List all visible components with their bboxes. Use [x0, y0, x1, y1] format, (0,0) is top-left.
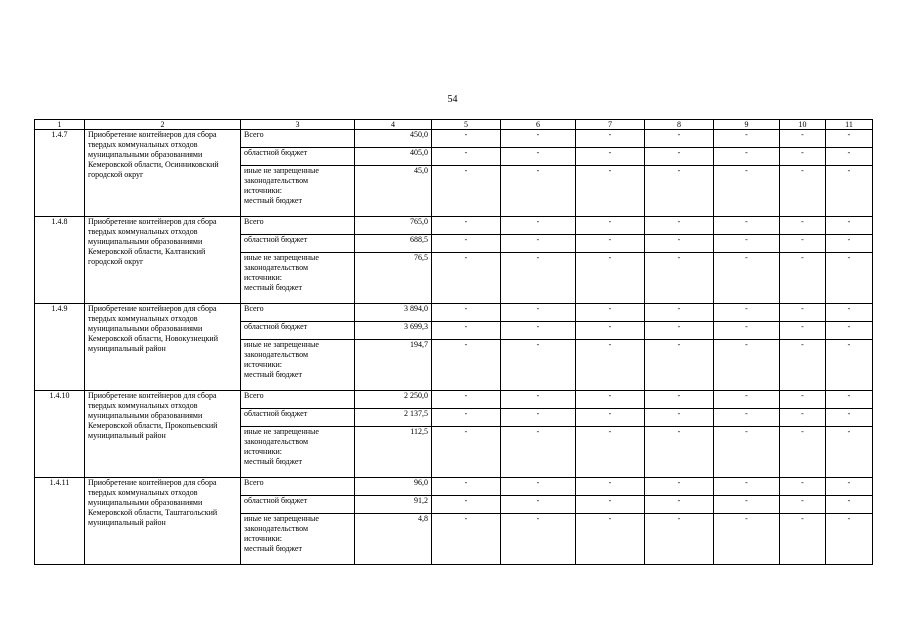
dash-cell: - [645, 235, 714, 253]
source-other-line: источники: [244, 273, 282, 282]
dash-cell: - [432, 340, 501, 391]
dash-cell: - [780, 478, 826, 496]
dash-cell: - [714, 496, 780, 514]
dash-cell: - [645, 148, 714, 166]
dash-cell: - [432, 427, 501, 478]
dash-cell: - [780, 409, 826, 427]
total-value: 765,0 [355, 217, 432, 235]
dash-cell: - [780, 130, 826, 148]
dash-cell: - [645, 253, 714, 304]
source-other-line: местный бюджет [244, 196, 302, 205]
item-code: 1.4.9 [35, 304, 85, 391]
dash-cell: - [714, 130, 780, 148]
regional-value: 405,0 [355, 148, 432, 166]
dash-cell: - [576, 235, 645, 253]
dash-cell: - [714, 409, 780, 427]
table-row [35, 304, 873, 322]
local-value: 76,5 [355, 253, 432, 304]
column-header-4: 4 [355, 120, 432, 130]
dash-cell: - [432, 514, 501, 565]
source-regional-label: областной бюджет [241, 148, 355, 166]
table-row [35, 130, 873, 148]
dash-cell: - [576, 340, 645, 391]
dash-cell: - [432, 304, 501, 322]
source-regional-label: областной бюджет [241, 496, 355, 514]
dash-cell: - [714, 514, 780, 565]
item-code: 1.4.8 [35, 217, 85, 304]
dash-cell: - [432, 235, 501, 253]
total-value: 2 250,0 [355, 391, 432, 409]
local-value: 4,8 [355, 514, 432, 565]
dash-cell: - [645, 391, 714, 409]
regional-value: 3 699,3 [355, 322, 432, 340]
column-header-10: 10 [780, 120, 826, 130]
table-row [35, 478, 873, 496]
total-value: 96,0 [355, 478, 432, 496]
column-header-2: 2 [85, 120, 241, 130]
dash-cell: - [780, 322, 826, 340]
dash-cell: - [432, 391, 501, 409]
source-other-line: источники: [244, 360, 282, 369]
dash-cell: - [714, 340, 780, 391]
total-value: 3 894,0 [355, 304, 432, 322]
dash-cell: - [714, 427, 780, 478]
dash-cell: - [826, 235, 873, 253]
source-other-line: местный бюджет [244, 457, 302, 466]
source-other-line: местный бюджет [244, 544, 302, 553]
table-row [35, 391, 873, 409]
dash-cell: - [432, 478, 501, 496]
dash-cell: - [501, 478, 576, 496]
dash-cell: - [780, 514, 826, 565]
source-other-label [241, 514, 355, 565]
dash-cell: - [501, 304, 576, 322]
column-header-6: 6 [501, 120, 576, 130]
source-other-label [241, 166, 355, 217]
dash-cell: - [645, 130, 714, 148]
dash-cell: - [432, 496, 501, 514]
dash-cell: - [780, 304, 826, 322]
source-other-line: иные не запрещенные [244, 427, 319, 436]
local-value: 45,0 [355, 166, 432, 217]
regional-value: 2 137,5 [355, 409, 432, 427]
dash-cell: - [826, 148, 873, 166]
local-value: 194,7 [355, 340, 432, 391]
source-regional-label: областной бюджет [241, 235, 355, 253]
dash-cell: - [826, 427, 873, 478]
dash-cell: - [826, 391, 873, 409]
dash-cell: - [826, 130, 873, 148]
column-header-11: 11 [826, 120, 873, 130]
source-other-line: иные не запрещенные [244, 514, 319, 523]
source-other-label [241, 340, 355, 391]
source-total-label: Всего [241, 217, 355, 235]
source-other-line: источники: [244, 447, 282, 456]
dash-cell: - [501, 409, 576, 427]
source-other-line: законодательством [244, 176, 309, 185]
dash-cell: - [501, 166, 576, 217]
source-other-line: иные не запрещенные [244, 253, 319, 262]
dash-cell: - [714, 391, 780, 409]
dash-cell: - [501, 253, 576, 304]
dash-cell: - [714, 166, 780, 217]
dash-cell: - [576, 148, 645, 166]
dash-cell: - [501, 391, 576, 409]
regional-value: 688,5 [355, 235, 432, 253]
dash-cell: - [826, 217, 873, 235]
item-name: Приобретение контейнеров для сбора твердых коммунальных отходов муниципальными образованиями Кемеровской области, Осинниковский городской округ [85, 130, 241, 217]
dash-cell: - [501, 514, 576, 565]
dash-cell: - [780, 166, 826, 217]
dash-cell: - [645, 217, 714, 235]
source-regional-label: областной бюджет [241, 409, 355, 427]
dash-cell: - [576, 217, 645, 235]
dash-cell: - [501, 496, 576, 514]
source-other-line: законодательством [244, 263, 309, 272]
dash-cell: - [714, 217, 780, 235]
dash-cell: - [826, 322, 873, 340]
dash-cell: - [780, 391, 826, 409]
item-name: Приобретение контейнеров для сбора твердых коммунальных отходов муниципальными образованиями Кемеровской области, Калтанский городской округ [85, 217, 241, 304]
dash-cell: - [501, 427, 576, 478]
dash-cell: - [432, 409, 501, 427]
dash-cell: - [645, 514, 714, 565]
dash-cell: - [501, 322, 576, 340]
dash-cell: - [714, 322, 780, 340]
dash-cell: - [576, 427, 645, 478]
dash-cell: - [432, 130, 501, 148]
column-header-8: 8 [645, 120, 714, 130]
source-other-line: источники: [244, 186, 282, 195]
local-value: 112,5 [355, 427, 432, 478]
source-other-line: законодательством [244, 524, 309, 533]
item-name: Приобретение контейнеров для сбора твердых коммунальных отходов муниципальными образованиями Кемеровской области, Таштагольский муниципальный район [85, 478, 241, 565]
source-other-line: иные не запрещенные [244, 340, 319, 349]
dash-cell: - [826, 514, 873, 565]
dash-cell: - [576, 130, 645, 148]
source-total-label: Всего [241, 304, 355, 322]
dash-cell: - [645, 409, 714, 427]
dash-cell: - [432, 166, 501, 217]
dash-cell: - [780, 217, 826, 235]
column-header-7: 7 [576, 120, 645, 130]
dash-cell: - [645, 166, 714, 217]
dash-cell: - [714, 478, 780, 496]
table-header-row [35, 120, 873, 130]
budget-table [34, 119, 873, 565]
dash-cell: - [780, 235, 826, 253]
dash-cell: - [826, 166, 873, 217]
dash-cell: - [501, 340, 576, 391]
dash-cell: - [826, 304, 873, 322]
source-other-line: законодательством [244, 437, 309, 446]
dash-cell: - [714, 235, 780, 253]
source-total-label: Всего [241, 391, 355, 409]
dash-cell: - [645, 427, 714, 478]
dash-cell: - [780, 340, 826, 391]
dash-cell: - [576, 409, 645, 427]
dash-cell: - [432, 217, 501, 235]
dash-cell: - [826, 496, 873, 514]
dash-cell: - [576, 391, 645, 409]
source-other-line: местный бюджет [244, 283, 302, 292]
dash-cell: - [714, 304, 780, 322]
dash-cell: - [826, 340, 873, 391]
dash-cell: - [645, 340, 714, 391]
dash-cell: - [432, 148, 501, 166]
regional-value: 91,2 [355, 496, 432, 514]
dash-cell: - [780, 253, 826, 304]
dash-cell: - [576, 322, 645, 340]
dash-cell: - [645, 478, 714, 496]
dash-cell: - [780, 427, 826, 478]
dash-cell: - [826, 409, 873, 427]
source-other-line: иные не запрещенные [244, 166, 319, 175]
source-other-label [241, 253, 355, 304]
item-name: Приобретение контейнеров для сбора твердых коммунальных отходов муниципальными образованиями Кемеровской области, Прокопьевский муниципальный район [85, 391, 241, 478]
dash-cell: - [645, 322, 714, 340]
table-row [35, 217, 873, 235]
source-other-label [241, 427, 355, 478]
dash-cell: - [780, 148, 826, 166]
page-number: 54 [447, 94, 458, 105]
dash-cell: - [432, 322, 501, 340]
item-code: 1.4.11 [35, 478, 85, 565]
source-other-line: источники: [244, 534, 282, 543]
column-header-3: 3 [241, 120, 355, 130]
column-header-9: 9 [714, 120, 780, 130]
dash-cell: - [645, 304, 714, 322]
source-other-line: законодательством [244, 350, 309, 359]
dash-cell: - [645, 496, 714, 514]
dash-cell: - [576, 166, 645, 217]
dash-cell: - [501, 235, 576, 253]
source-regional-label: областной бюджет [241, 322, 355, 340]
item-code: 1.4.10 [35, 391, 85, 478]
table-body [35, 130, 873, 565]
dash-cell: - [826, 253, 873, 304]
dash-cell: - [780, 496, 826, 514]
dash-cell: - [501, 217, 576, 235]
dash-cell: - [826, 478, 873, 496]
dash-cell: - [576, 514, 645, 565]
dash-cell: - [576, 304, 645, 322]
dash-cell: - [576, 253, 645, 304]
total-value: 450,0 [355, 130, 432, 148]
dash-cell: - [714, 148, 780, 166]
source-total-label: Всего [241, 130, 355, 148]
source-other-line: местный бюджет [244, 370, 302, 379]
source-total-label: Всего [241, 478, 355, 496]
dash-cell: - [501, 148, 576, 166]
dash-cell: - [576, 496, 645, 514]
dash-cell: - [501, 130, 576, 148]
dash-cell: - [432, 253, 501, 304]
item-code: 1.4.7 [35, 130, 85, 217]
dash-cell: - [576, 478, 645, 496]
item-name: Приобретение контейнеров для сбора твердых коммунальных отходов муниципальными образованиями Кемеровской области, Новокузнецкий муниципальный район [85, 304, 241, 391]
column-header-5: 5 [432, 120, 501, 130]
column-header-1: 1 [35, 120, 85, 130]
dash-cell: - [714, 253, 780, 304]
